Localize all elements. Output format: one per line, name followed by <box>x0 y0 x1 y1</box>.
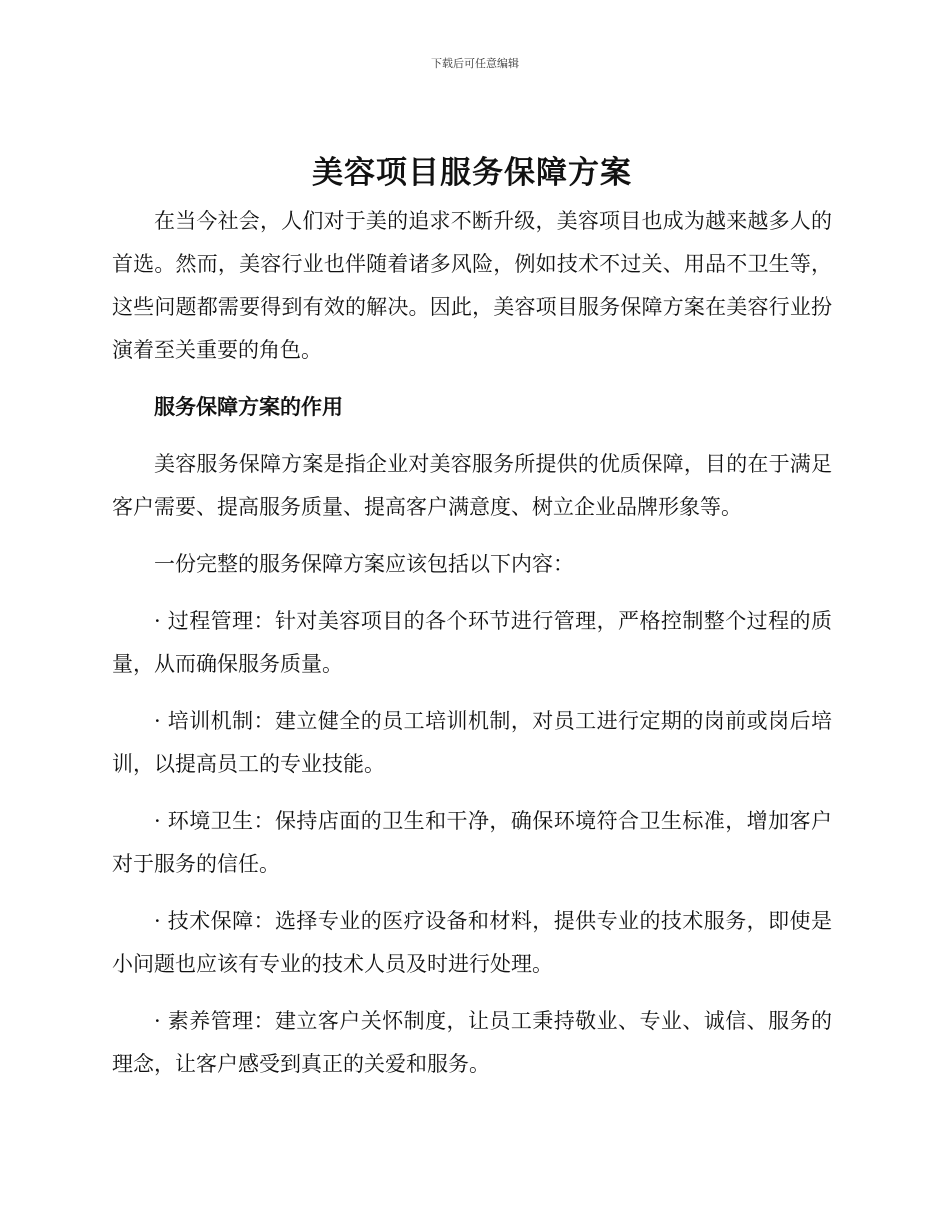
list-item-process-management: · 过程管理：针对美容项目的各个环节进行管理，严格控制整个过程的质量，从而确保服务质量。 <box>112 609 832 676</box>
list-item-training: · 培训机制：建立健全的员工培训机制，对员工进行定期的岗前或岗后培训，以提高员工的专业技能。 <box>112 709 832 776</box>
paragraph-purpose: 美容服务保障方案是指企业对美容服务所提供的优质保障，目的在于满足客户需要、提高服务质量、提高客户满意度、树立企业品牌形象等。 <box>112 452 832 519</box>
intro-paragraph: 在当今社会，人们对于美的追求不断升级，美容项目也成为越来越多人的首选。然而，美容行业也伴随着诸多风险，例如技术不过关、用品不卫生等，这些问题都需要得到有效的解决。因此，美容项目服务保障方案在美容行业扮演着至关重要的角色。 <box>112 209 832 362</box>
header-note: 下载后可任意编辑 <box>431 57 519 70</box>
list-item-conduct: · 素养管理：建立客户关怀制度，让员工秉持敬业、专业、诚信、服务的理念，让客户感受到真正的关爱和服务。 <box>112 1009 832 1076</box>
list-item-hygiene: · 环境卫生：保持店面的卫生和干净，确保环境符合卫生标准，增加客户对于服务的信任。 <box>112 809 832 876</box>
section-heading: 服务保障方案的作用 <box>154 395 343 419</box>
list-item-technical: · 技术保障：选择专业的医疗设备和材料，提供专业的技术服务，即使是小问题也应该有专业的技术人员及时进行处理。 <box>112 909 832 976</box>
paragraph-contents-intro: 一份完整的服务保障方案应该包括以下内容： <box>154 552 574 576</box>
document-title: 美容项目服务保障方案 <box>312 155 632 191</box>
document-body <box>112 150 832 1100</box>
